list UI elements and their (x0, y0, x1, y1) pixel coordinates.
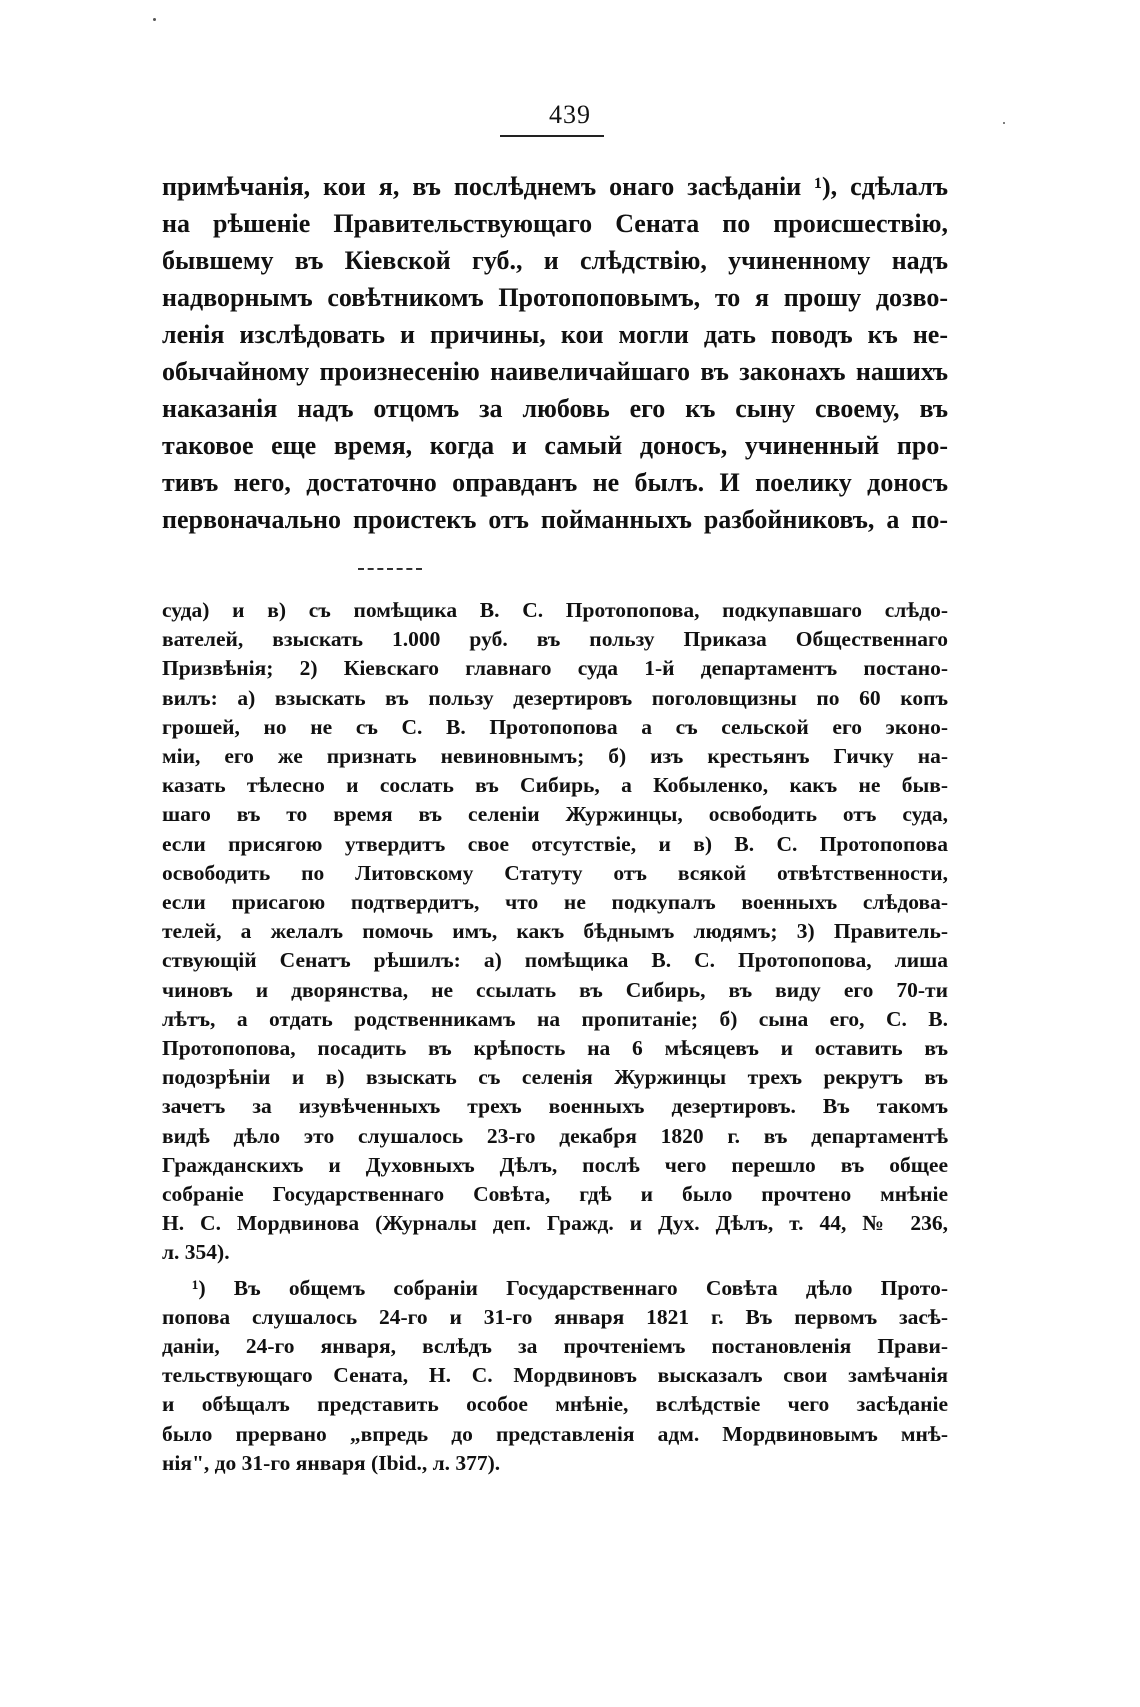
footnote-continuation-line: телей, а желалъ помочь имъ, какъ бѣднымъ людямъ; 3) Правитель- (162, 919, 948, 944)
footnote-continuation-line: ствующій Сенатъ рѣшилъ: а) помѣщика В. С. Протопопова, лиша (162, 948, 948, 973)
footnote-continuation-line: если присягою утвердитъ свое отсутствіе, и в) В. С. Протопопова (162, 831, 948, 856)
footnote-continuation-line: собраніе Государственнаго Совѣта, гдѣ и было прочтено мнѣніе (162, 1182, 948, 1207)
footnote-continuation-line: чиновъ и дворянства, не ссылать въ Сибирь, въ виду его 70-ти (162, 977, 948, 1002)
footnote-continuation-line: Призвѣнія; 2) Кіевскаго главнаго суда 1-й департаментъ постано- (162, 656, 948, 681)
main-text-line: тивъ него, достаточно оправданъ не былъ. И поелику доносъ (162, 468, 948, 497)
footnote-continuation-line: Протопопова, посадить въ крѣпость на 6 мѣсяцевъ и оставить въ (162, 1036, 948, 1061)
print-speck (153, 18, 156, 21)
main-text-line: бывшему въ Кіевской губ., и слѣдствію, учиненному надъ (162, 246, 948, 275)
page-number: 439 (549, 100, 591, 129)
footnote-continuation-line: суда) и в) съ помѣщика В. С. Протопопова, подкупавшаго слѣдо- (162, 598, 948, 622)
footnote-continuation-line: вилъ: а) взыскать въ пользу дезертировъ поголовщизны по 60 копъ (162, 685, 948, 710)
footnote-continuation-line: если присагою подтвердитъ, что не подкупалъ военныхъ слѣдова- (162, 890, 948, 915)
footnote-continuation-line: Гражданскихъ и Духовныхъ Дѣлъ, послѣ чего перешло въ общее (162, 1152, 948, 1177)
main-text-line: первоначально проистекъ отъ пойманныхъ разбойниковъ, а по- (162, 505, 948, 534)
footnote-continuation-line: освободить по Литовскому Статуту отъ всякой отвѣтственности, (162, 860, 948, 885)
footnote-continuation-line: видѣ дѣло это слушалось 23-го декабря 1820 г. въ департаментѣ (162, 1123, 948, 1148)
footnote-continuation-line: Н. С. Мордвинова (Журналы деп. Гражд. и Дух. Дѣлъ, т. 44, № 236, (162, 1211, 948, 1236)
main-text-line: наказанія надъ отцомъ за любовь его къ сыну своему, въ (162, 394, 948, 423)
footnote-continuation-line: зачетъ за изувѣченныхъ трехъ военныхъ дезертировъ. Въ такомъ (162, 1094, 948, 1119)
footnote-1-line: попова слушалось 24-го и 31-го января 1821 г. Въ первомъ засѣ- (162, 1304, 948, 1329)
footnote-1-line: даніи, 24-го января, вслѣдъ за прочтеніемъ постановленія Прави- (162, 1334, 948, 1359)
footnote-continuation-line: вателей, взыскать 1.000 руб. въ пользу Приказа Общественнаго (162, 627, 948, 652)
footnote-1-line: тельствующаго Сената, Н. С. Мордвиновъ высказалъ свои замѣчанія (162, 1363, 948, 1388)
main-text-line: надворнымъ совѣтникомъ Протопоповымъ, то я прошу дозво- (162, 283, 948, 312)
footnote-1-line: было прервано „впредь до представленія адм. Мордвиновымъ мнѣ- (162, 1421, 948, 1446)
footnote-continuation-line: л. 354). (162, 1240, 230, 1265)
footnote-1-line: и обѣщалъ представить особое мнѣніе, вслѣдствіе чего засѣданіе (162, 1392, 948, 1417)
footnote-separator (358, 568, 422, 570)
main-text-line: ленія изслѣдовать и причины, кои могли дать поводъ къ не- (162, 320, 948, 349)
footnotes-block (162, 596, 948, 1478)
page-number-rule (500, 135, 604, 137)
footnote-1-line: ¹) Въ общемъ собраніи Государственнаго Совѣта дѣло Прото- (192, 1275, 948, 1300)
main-text-line: на рѣшеніе Правительствующаго Сената по происшествію, (162, 209, 948, 238)
footnote-1-line: нія", до 31-го января (Ibid., л. 377). (162, 1450, 501, 1475)
main-text-line: примѣчанія, кои я, въ послѣднемъ онаго засѣданіи ¹), сдѣлалъ (162, 172, 948, 201)
main-text-block (162, 168, 948, 538)
main-text-line: обычайному произнесенію наивеличайшаго въ законахъ нашихъ (162, 357, 948, 386)
footnote-continuation-line: грошей, но не съ С. В. Протопопова а съ сельской его эконо- (162, 714, 948, 739)
footnote-continuation-line: казать тѣлесно и сослать въ Сибирь, а Кобыленко, какъ не быв- (162, 773, 948, 798)
footnote-continuation-line: шаго въ то время въ селеніи Журжинцы, освободить отъ суда, (162, 802, 948, 827)
footnote-continuation-line: міи, его же признать невиновнымъ; б) изъ крестьянъ Гичку на- (162, 744, 948, 769)
footnote-continuation-line: подозрѣніи и в) взыскать съ селенія Журжинцы трехъ рекрутъ въ (162, 1065, 948, 1090)
footnote-continuation-line: лѣтъ, а отдать родственникамъ на пропитаніе; б) сына его, С. В. (162, 1006, 948, 1031)
main-text-line: таковое еще время, когда и самый доносъ, учиненный про- (162, 431, 948, 460)
